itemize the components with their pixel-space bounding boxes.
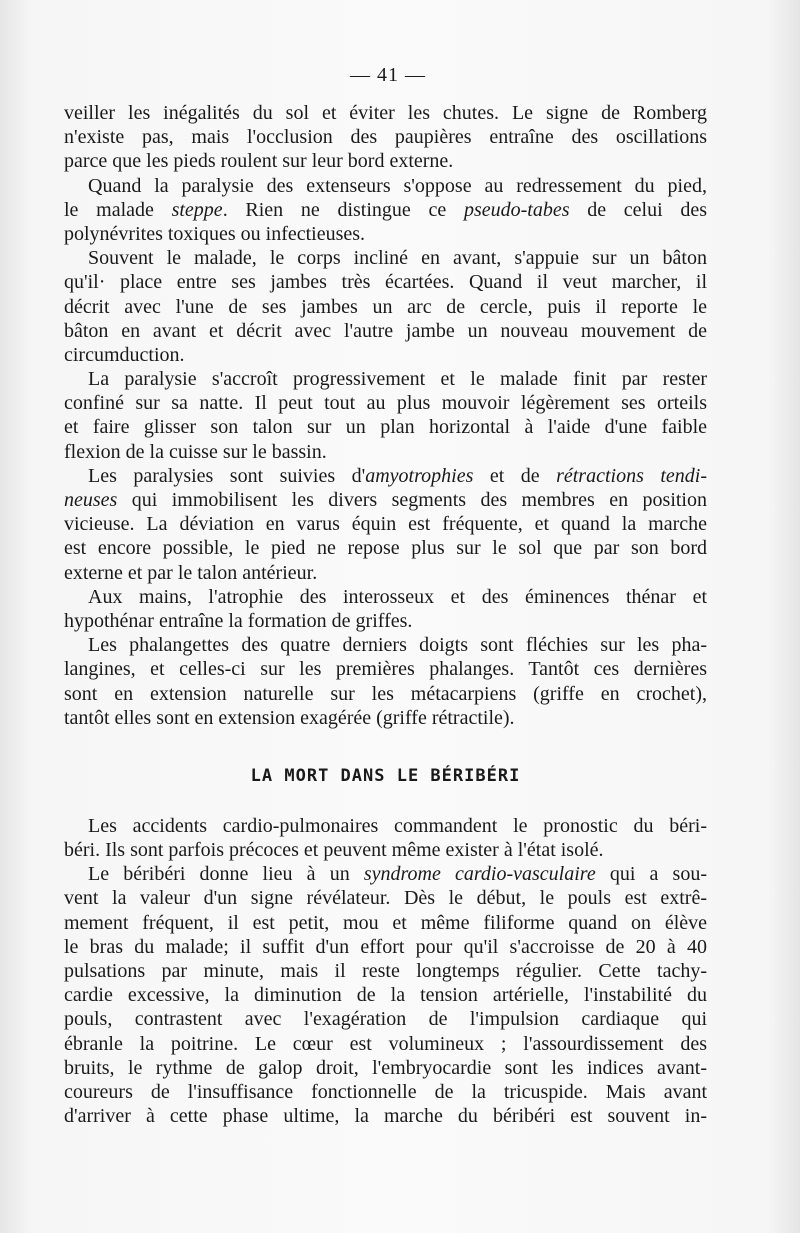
text-line: d'arriver à cette phase ultime, la marche du béribéri est souvent in- bbox=[64, 1105, 707, 1128]
italic-term: rétractions tendi- bbox=[556, 464, 707, 487]
text-line: décrit avec l'une de ses jambes un arc de cercle, puis il reporte le bbox=[64, 295, 707, 318]
text-line: n'existe pas, mais l'occlusion des paupières entraîne des oscillations bbox=[64, 126, 707, 149]
text-line: La paralysie s'accroît progressivement et le malade finit par rester bbox=[88, 368, 707, 391]
text-fragment: qui immobilisent les divers segments des membres en position bbox=[117, 489, 707, 511]
italic-term: steppe bbox=[171, 198, 223, 221]
body-text bbox=[64, 101, 707, 1128]
text-fragment: de celui des bbox=[569, 198, 707, 221]
text-line: béri. Ils sont parfois précoces et peuvent même exister à l'état isolé. bbox=[64, 839, 604, 862]
text-line: coureurs de l'insuffisance fonctionnelle de la tricuspide. Mais avant bbox=[64, 1080, 707, 1103]
text-line: vicieuse. La déviation en varus équin est fréquente, et quand la marche bbox=[64, 513, 707, 536]
text-line: bruits, le rythme de galop droit, l'embryocardie sont les indices avant- bbox=[64, 1056, 707, 1079]
text-fragment: . Rien ne distingue ce bbox=[222, 198, 464, 221]
text-fragment: et de bbox=[473, 464, 557, 487]
italic-term: neuses bbox=[64, 489, 118, 511]
text-line: Les phalangettes des quatre derniers doigts sont fléchies sur les pha- bbox=[88, 634, 707, 657]
text-line: polynévrites toxiques ou infectieuses. bbox=[64, 222, 366, 245]
section-paralysis bbox=[64, 101, 707, 730]
text-line bbox=[64, 464, 707, 488]
page-number: — 41 — bbox=[350, 64, 426, 86]
text-line: ébranle la poitrine. Le cœur est volumineux ; l'assourdissement des bbox=[64, 1032, 707, 1055]
text-line: veiller les inégalités du sol et éviter les chutes. Le signe de Romberg bbox=[64, 102, 707, 124]
text-line bbox=[64, 488, 707, 512]
text-fragment: Le béribéri donne lieu à un bbox=[88, 863, 364, 886]
text-line: est encore possible, le pied ne repose plus sur le sol que par son bord bbox=[64, 537, 707, 560]
text-line: et faire glisser son talon sur un plan horizontal à l'aide d'une faible bbox=[64, 416, 707, 439]
text-line: mement fréquent, il est petit, mou et même filiforme quand on élève bbox=[64, 911, 707, 934]
text-line: circumduction. bbox=[64, 343, 185, 366]
text-line: cardie excessive, la diminution de la tension artérielle, l'instabilité du bbox=[64, 984, 707, 1007]
text-line: parce que les pieds roulent sur leur bord externe. bbox=[64, 150, 454, 173]
italic-term: amyotrophies bbox=[365, 464, 474, 487]
text-line: Quand la paralysie des extenseurs s'oppose au redressement du pied, bbox=[88, 174, 707, 197]
text-line: le bras du malade; il suffit d'un effort pour qu'il s'accroisse de 20 à 40 bbox=[64, 935, 707, 958]
text-line: flexion de la cuisse sur le bassin. bbox=[64, 440, 327, 463]
text-line: Souvent le malade, le corps incliné en avant, s'appuie sur un bâton bbox=[88, 247, 707, 270]
text-line: Les accidents cardio-pulmonaires commandent le pronostic du béri- bbox=[88, 814, 707, 837]
section-heading: LA MORT DANS LE BÉRIBÉRI bbox=[250, 765, 521, 786]
text-fragment: qui a sou- bbox=[595, 863, 707, 886]
text-line: hypothénar entraîne la formation de griffes. bbox=[64, 609, 413, 632]
text-line: vent la valeur d'un signe révélateur. Dès le début, le pouls est extrê- bbox=[64, 887, 707, 910]
text-line: pulsations par minute, mais il reste longtemps régulier. Cette tachy- bbox=[64, 960, 707, 982]
text-line: pouls, contrastent avec l'exagération de l'impulsion cardiaque qui bbox=[64, 1008, 707, 1031]
text-line: tantôt elles sont en extension exagérée (griffe rétractile). bbox=[64, 706, 515, 729]
text-line: confiné sur sa natte. Il peut tout au plus mouvoir légèrement ses orteils bbox=[64, 392, 707, 415]
text-line bbox=[64, 198, 707, 222]
text-fragment: le malade bbox=[64, 198, 172, 221]
text-line: langines, et celles-ci sur les premières phalanges. Tantôt ces dernières bbox=[64, 658, 707, 681]
section-death bbox=[64, 814, 707, 1128]
text-fragment: Les paralysies sont suivies d' bbox=[88, 464, 366, 487]
text-line: qu'il· place entre ses jambes très écartées. Quand il veut marcher, il bbox=[64, 271, 707, 294]
italic-term: pseudo-tabes bbox=[463, 198, 570, 221]
text-line bbox=[64, 862, 707, 886]
text-line: bâton en avant et décrit avec l'autre jambe un nouveau mouvement de bbox=[64, 319, 707, 342]
text-line: externe et par le talon antérieur. bbox=[64, 561, 318, 584]
text-line: sont en extension naturelle sur les métacarpiens (griffe en crochet), bbox=[64, 682, 707, 705]
italic-term: syndrome cardio-vasculaire bbox=[363, 863, 596, 886]
text-line: Aux mains, l'atrophie des interosseux et des éminences thénar et bbox=[88, 585, 707, 608]
